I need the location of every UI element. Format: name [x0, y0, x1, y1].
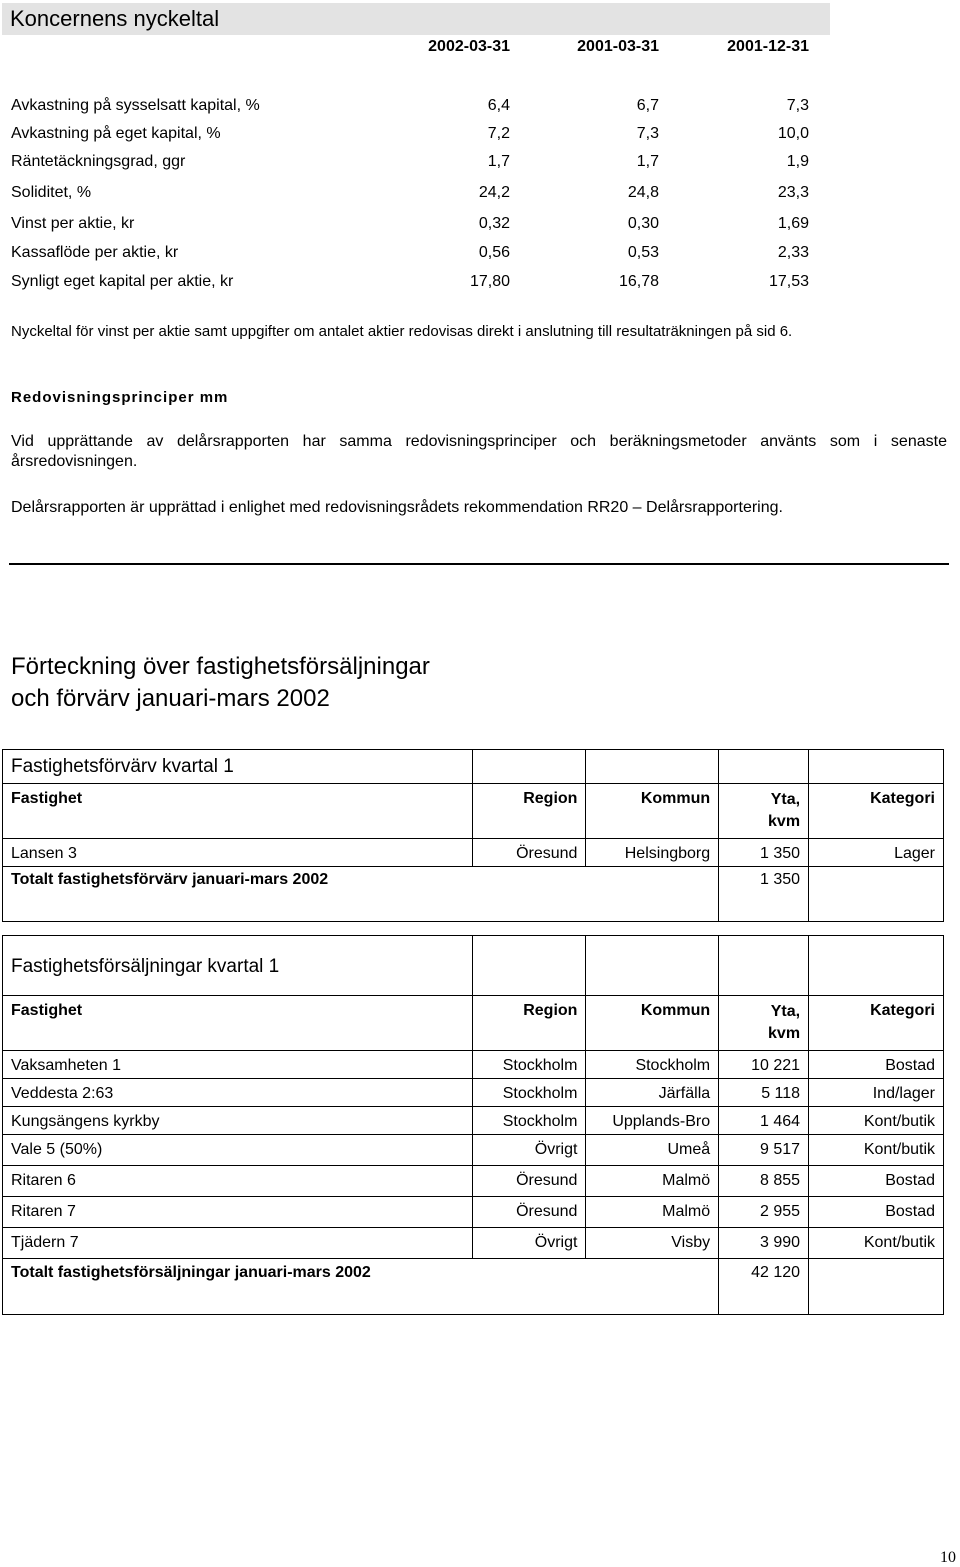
cell-yta: 5 118: [719, 1079, 809, 1107]
total-yta: 1 350: [719, 867, 809, 922]
sales-table: [2, 935, 944, 1315]
key-figure-row: [0, 124, 960, 152]
word: av: [146, 433, 164, 450]
row-label: Synligt eget kapital per aktie, kr: [11, 273, 234, 290]
value-cell: 2,33: [777, 244, 809, 261]
empty-cell: [586, 750, 719, 784]
value-cell: 7,3: [636, 125, 659, 142]
word: samma: [339, 433, 392, 450]
cell-yta: 2 955: [719, 1197, 809, 1228]
paragraph-line: [11, 432, 947, 452]
value-cell: 23,3: [777, 184, 809, 201]
word: beräkningsmetoder: [609, 433, 747, 450]
cell-fastighet: Vaksamheten 1: [3, 1051, 473, 1079]
cell-region: Övrigt: [473, 1228, 586, 1259]
empty-cell: [586, 936, 719, 996]
value-cell: 17,80: [469, 273, 510, 290]
key-figure-row: [0, 152, 960, 180]
cell-region: Stockholm: [473, 1051, 586, 1079]
cell-region: Öresund: [473, 839, 586, 867]
key-figure-row: [0, 96, 960, 124]
row-label: Avkastning på eget kapital, %: [11, 125, 221, 142]
value-cell: 0,30: [627, 215, 659, 232]
cell-region: Stockholm: [473, 1107, 586, 1135]
header-yta: [719, 784, 809, 839]
header-fastighet: Fastighet: [3, 996, 473, 1051]
cell-yta: 1 464: [719, 1107, 809, 1135]
cell-kategori: Kont/butik: [809, 1228, 944, 1259]
value-cell: 6,7: [636, 97, 659, 114]
cell-yta: 9 517: [719, 1135, 809, 1166]
empty-cell: [809, 867, 944, 922]
row-label: Kassaflöde per aktie, kr: [11, 244, 179, 261]
cell-kategori: Bostad: [809, 1166, 944, 1197]
cell-fastighet: Lansen 3: [3, 839, 473, 867]
row-label: Avkastning på sysselsatt kapital, %: [11, 97, 260, 114]
cell-region: Övrigt: [473, 1135, 586, 1166]
header-kategori: Kategori: [809, 996, 944, 1051]
heading-line: Förteckning över fastighetsförsäljningar: [11, 653, 430, 680]
value-cell: 7,3: [786, 97, 809, 114]
empty-cell: [473, 750, 586, 784]
word: i: [873, 433, 878, 450]
empty-cell: [809, 1259, 944, 1315]
header-yta-line: kvm: [768, 1025, 801, 1042]
cell-kategori: Kont/butik: [809, 1107, 944, 1135]
cell-fastighet: Veddesta 2:63: [3, 1079, 473, 1107]
page-title: Koncernens nyckeltal: [10, 6, 220, 31]
value-cell: 0,32: [478, 215, 510, 232]
cell-kommun: Malmö: [586, 1166, 719, 1197]
cell-kategori: Ind/lager: [809, 1079, 944, 1107]
cell-yta: 1 350: [719, 839, 809, 867]
divider: [9, 563, 949, 565]
word: senaste: [890, 433, 947, 450]
value-cell: 16,78: [618, 273, 659, 290]
empty-cell: [809, 750, 944, 784]
cell-fastighet: Ritaren 6: [3, 1166, 473, 1197]
principles-paragraph: [11, 432, 947, 472]
header-yta-line: Yta,: [770, 1003, 801, 1020]
heading-line: och förvärv januari-mars 2002: [11, 685, 330, 712]
key-figures-note: Nyckeltal för vinst per aktie samt uppgifter om antalet aktier redovisas direkt i anslutning till resultaträkningen på sid 6.: [11, 323, 793, 340]
key-figure-row: [0, 183, 960, 211]
header-fastighet: Fastighet: [3, 784, 473, 839]
row-label: Soliditet, %: [11, 184, 92, 201]
cell-kategori: Bostad: [809, 1197, 944, 1228]
table-title: Fastighetsförsäljningar kvartal 1: [3, 936, 473, 996]
value-cell: 7,2: [487, 125, 510, 142]
page-number: 10: [940, 1549, 956, 1566]
word: som: [829, 433, 861, 450]
value-cell: 10,0: [777, 125, 809, 142]
word: delårsrapporten: [176, 433, 290, 450]
empty-cell: [719, 750, 809, 784]
properties-heading: [11, 651, 430, 715]
empty-cell: [809, 936, 944, 996]
total-label: Totalt fastighetsförvärv januari-mars 2002: [3, 867, 719, 922]
word: använts: [760, 433, 817, 450]
principles-heading: Redovisningsprinciper mm: [11, 389, 229, 406]
value-cell: 24,8: [627, 184, 659, 201]
word: Vid: [11, 433, 34, 450]
header-region: Region: [473, 784, 586, 839]
cell-fastighet: Vale 5 (50%): [3, 1135, 473, 1166]
value-cell: 0,53: [627, 244, 659, 261]
header-kommun: Kommun: [586, 996, 719, 1051]
cell-region: Öresund: [473, 1166, 586, 1197]
column-header: 2001-12-31: [727, 38, 809, 55]
cell-region: Stockholm: [473, 1079, 586, 1107]
cell-region: Öresund: [473, 1197, 586, 1228]
cell-fastighet: Kungsängens kyrkby: [3, 1107, 473, 1135]
header-kommun: Kommun: [586, 784, 719, 839]
cell-kategori: Lager: [809, 839, 944, 867]
cell-yta: 3 990: [719, 1228, 809, 1259]
total-yta: 42 120: [719, 1259, 809, 1315]
header-kategori: Kategori: [809, 784, 944, 839]
value-cell: 1,7: [636, 153, 659, 170]
value-cell: 24,2: [478, 184, 510, 201]
column-header: 2002-03-31: [428, 38, 510, 55]
key-figure-row: [0, 272, 960, 300]
cell-kommun: Järfälla: [586, 1079, 719, 1107]
cell-yta: 10 221: [719, 1051, 809, 1079]
paragraph-line: årsredovisningen.: [11, 453, 138, 470]
header-yta: [719, 996, 809, 1051]
header-region: Region: [473, 996, 586, 1051]
value-cell: 1,7: [487, 153, 510, 170]
cell-kategori: Kont/butik: [809, 1135, 944, 1166]
cell-fastighet: Ritaren 7: [3, 1197, 473, 1228]
cell-kommun: Visby: [586, 1228, 719, 1259]
value-cell: 0,56: [478, 244, 510, 261]
row-label: Räntetäckningsgrad, ggr: [11, 153, 186, 170]
cell-kommun: Stockholm: [586, 1051, 719, 1079]
value-cell: 1,9: [786, 153, 809, 170]
value-cell: 17,53: [768, 273, 809, 290]
empty-cell: [473, 936, 586, 996]
header-yta-line: Yta,: [770, 791, 801, 808]
column-header: 2001-03-31: [577, 38, 659, 55]
cell-kommun: Helsingborg: [586, 839, 719, 867]
cell-kommun: Malmö: [586, 1197, 719, 1228]
key-figure-row: [0, 243, 960, 271]
value-cell: 1,69: [777, 215, 809, 232]
key-figure-row: [0, 214, 960, 242]
cell-kommun: Umeå: [586, 1135, 719, 1166]
row-label: Vinst per aktie, kr: [11, 215, 135, 232]
cell-kommun: Upplands-Bro: [586, 1107, 719, 1135]
header-yta-line: kvm: [768, 813, 801, 830]
empty-cell: [719, 936, 809, 996]
word: och: [570, 433, 597, 450]
value-cell: 6,4: [487, 97, 510, 114]
word: redovisningsprinciper: [405, 433, 557, 450]
word: har: [302, 433, 326, 450]
table-title: Fastighetsförvärv kvartal 1: [3, 750, 473, 784]
word: upprättande: [47, 433, 133, 450]
total-label: Totalt fastighetsförsäljningar januari-mars 2002: [3, 1259, 719, 1315]
cell-fastighet: Tjädern 7: [3, 1228, 473, 1259]
cell-kategori: Bostad: [809, 1051, 944, 1079]
cell-yta: 8 855: [719, 1166, 809, 1197]
acquisitions-table: [2, 749, 944, 922]
principles-paragraph-2: Delårsrapporten är upprättad i enlighet med redovisningsrådets rekommendation RR20 – Delårsrapportering.: [11, 499, 783, 516]
